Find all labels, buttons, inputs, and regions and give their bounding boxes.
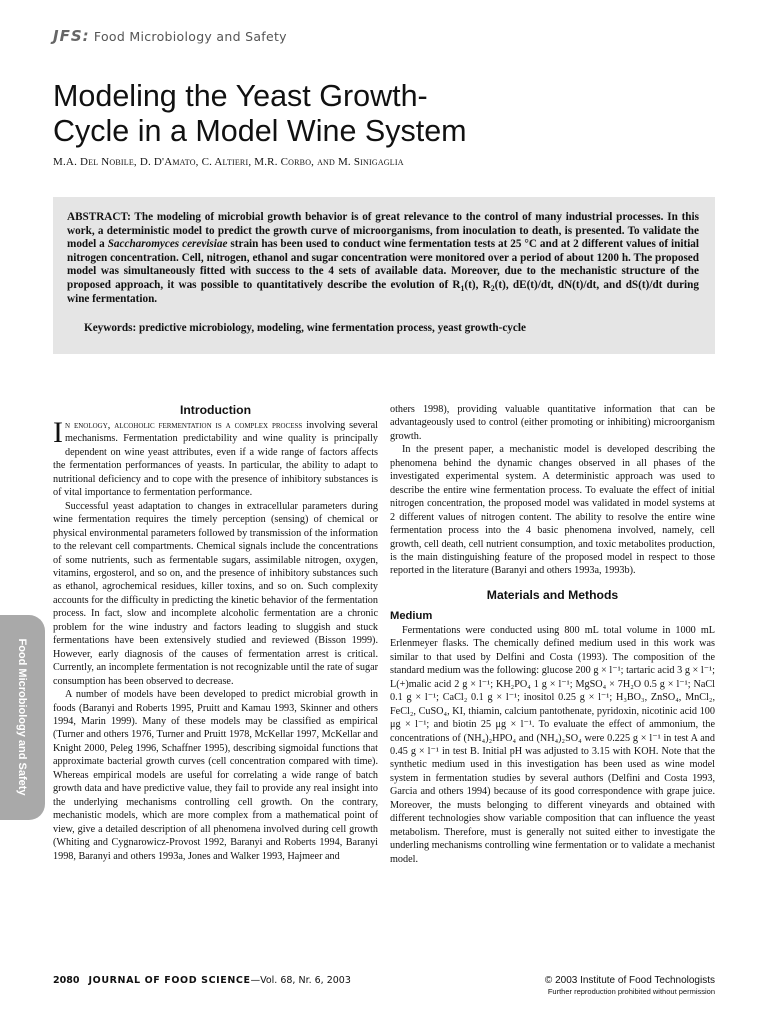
intro-p1-text: involving several mechanisms. Fermentation predictability and wine quality is principally dependent on wine yeast attributes, even if a wide range of factors affects the fermentation performances of yeasts. In particular, the ability to adapt to nutritional deficiency and to cope with the presence of inhibitory substances is of vital importance to fermentation performance. [53,420,379,499]
page-number: 2080 [53,975,80,986]
abstract-part-2: strain has been used to conduct wine fermentation tests at 25 °C and at 2 different values of initial nitrogen concentration. Cell, nitrogen, ethanol and sugar concentration were monitored over a period of about 1200 h. The proposed model was simultaneously fitted with success to the 4 sets of available data. Moreover, due to the mechanistic structure of the proposed approach, it was possible to quantitatively describe the evolution of R [67,238,700,291]
side-tab [0,615,45,820]
right-paragraph-1: others 1998), providing valuable quantitative information that can be advantageously used to control (either promoting or inhibiting) microorganism growth. [390,404,715,442]
abstract-part-1: The modeling of microbial growth behavior is of great relevance to the control of many industrial processes. In this work, a deterministic model to predict the growth curve of microorganisms, from inoculation to death, is presented. To validate the model a [67,211,699,251]
footer-right [545,975,715,996]
volume-info: —Vol. 68, Nr. 6, 2003 [250,975,351,986]
journal-name: JOURNAL OF FOOD SCIENCE [88,975,251,986]
running-head [53,27,287,45]
abstract-label: ABSTRACT: [67,211,131,223]
intro-paragraph-1 [53,416,379,500]
left-column [53,403,378,863]
article-title [53,79,613,149]
heading-introduction: Introduction [179,403,252,417]
intro-paragraph-3: A number of models have been developed to predict microbial growth in foods (Baranyi and Roberts 1995, Pruitt and Kamau 1993, Skinner and others 1994, Marin 1999). Many of these models may be classified as empirical (Turner and others 1976, Turner and Pruitt 1978, McKellar 1997, McKellar and Knight 2000, Peleg 1996, Schaffner 1995), describing sigmoidal functions that approximate bacterial growth curves (cell concentration compared with time). Whereas empirical models are useful for correlating a wide range of batch growth data and have predictive value, they fail to provide any real insight into the underlying mechanisms controlling cell growth. On the contrary, mechanistic models, which are more complex from a mathematical point of view, give a detailed description of all phenomena involved during cell growth (Whiting and Cygnarowicz-Provost 1992, Baranyi and Roberts 1994, Baranyi 1998, Baranyi and others 1993a, Jones and Walker 1993, Hajmeer and [53,689,378,862]
keywords: Keywords: predictive microbiology, modeling, wine fermentation process, yeast growth-cycle [84,322,526,334]
species-name: Saccharomyces cerevisiae [107,238,228,251]
intro-paragraph-2: Successful yeast adaptation to changes in extracellular parameters during wine fermentation requires the timely perception (sensing) of chemical or physical environmental parameters followed by transmission of the information to the relevant cell compartments. Chemical signals include the concentrations of some nutrients, such as fermentable sugars, assimilable nitrogen, oxygen, vitamins, ergosterol, and so on, and the presence of inhibitory substances such as ethanol, agrochemical residues, killer toxins, and so on. Such complexity accounts for the difficulty in predicting the kinetic behavior of the fermentation process. In fact, slow and incomplete alcoholic fermentation are a chronic problem for the wine industry and factors leading to sluggish and stuck fermentations have been extensively studied and reviewed (Bisson 1999). However, early diagnosis of the causes of fermentation arrest is critical. Currently, an incomplete fermentation is not recognizable until the rate of sugar consumption has been observed to decrease. [53,500,378,687]
authors: M.A. Del Nobile, D. D'Amato, C. Altieri, M.R. Corbo, and M. Sinigaglia [53,156,404,168]
medium-paragraph: Fermentations were conducted using 800 mL total volume in 1000 mL Erlenmeyer flasks. The chemically defined medium used in this work was similar to that used by Delfini and Costa (1993). The composition of the standard medium was the following: glucose 200 g × l⁻¹; tartaric acid 3 g × l⁻¹; L(+)malic acid 2 g × l⁻¹; KH₂PO₄ 1 g × l⁻¹; MgSO₄ × 7H₂O 0.5 g × l⁻¹; NaCl 0.1 g × l⁻¹; CaCl₂ 0.1 g × l⁻¹; inositol 0.25 g × l⁻¹; H₃BO₃, ZnSO₄, MnCl₂, FeCl₂, CuSO₄, KI, thiamin, calcium pantothenate, pyridoxin, nicotinic acid 100 μg × l⁻¹; and biotin 25 μg × l⁻¹. To evaluate the effect of ammonium, the concentrations of (NH₄)₂HPO₄ and (NH₄)₂SO₄ were 0.225 g × l⁻¹ in test A and 0.45 g × l⁻¹ in test B. Initial pH was adjusted to 3.15 with KOH. Note that the synthetic medium used in this investigation has been used as wine model system in fermentation studies by several authors (Delfini and Costa 1993, Garcia and others 1994) because of its good correspondence with grape juice. Moreover, the musts belonging to different vineyards and obtained with different technologies show variable composition that can influence the yeast metabolism. Therefore, must is generally not suited either to investigate the underling mechanisms controlling wine fermentation or to validate a mechanist model. [390,624,715,865]
abstract-box [53,197,715,354]
drop-cap: I [53,416,63,449]
right-column [390,403,715,866]
section-name: Food Microbiology and Safety [93,29,287,44]
journal-abbrev: JFS: [53,27,90,45]
intro-smallcaps: n enology, alcoholic fermentation is a complex process [65,420,303,431]
author-list [53,156,404,168]
abstract-text [67,211,699,306]
footer-left [53,975,351,986]
heading-medium: Medium [390,609,433,622]
side-tab-label: Food Microbiology and Safety [16,638,28,796]
abstract-part-3: (t), R [464,278,491,291]
reproduction-notice: Further reproduction prohibited without permission [547,987,715,996]
subscript-2: 2 [490,284,495,294]
title-line-2: Cycle in a Model Wine System [53,114,467,148]
abstract-part-4: (t), dE(t)/dt, dN(t)/dt, and dS(t)/dt during wine fermentation. [67,278,699,305]
heading-materials-methods: Materials and Methods [486,587,619,602]
title-line-1: Modeling the Yeast Growth- [53,79,428,113]
subscript-1: 1 [460,284,465,294]
copyright: © 2003 Institute of Food Technologists [544,975,715,986]
right-paragraph-2: In the present paper, a mechanistic model is developed describing the phenomena behind the dynamic changes observed in all phases of the investigated experimental system. A deterministic approach was used to describe the entire wine fermentation process. To evaluate the effect of initial nitrogen concentration, the proposed model was validated in model systems at 2 different values of nitrogen content. The ability to resolve the entire wine fermentation process into the 4 basic phenomena involved, namely, cell growth, cell death, cell nutrient consumption, and toxic metabolites production, is the main distinguishing feature of the proposed model in respect to those reported in the literature (Baranyi and others 1993a, 1993b). [390,444,715,577]
